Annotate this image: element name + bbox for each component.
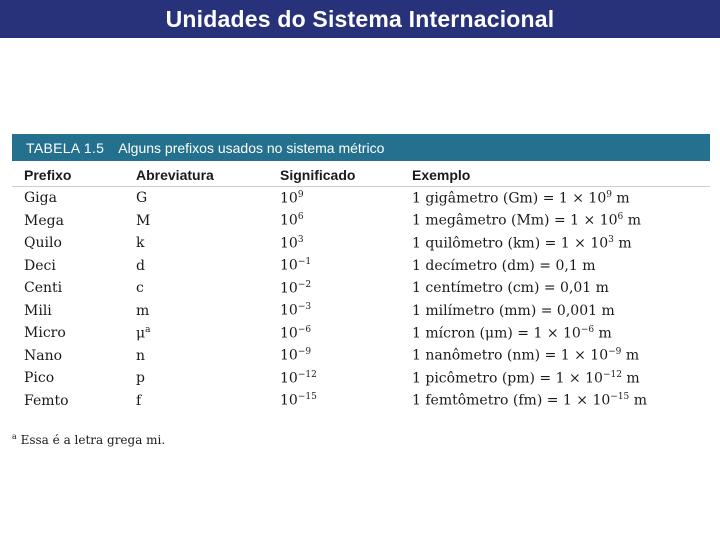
prefix-name: Mili [24, 302, 52, 319]
prefix-cell [12, 390, 136, 413]
abbreviation-cell [136, 367, 280, 390]
meaning-base: 10 [280, 213, 298, 230]
meaning-base: 10 [280, 303, 298, 320]
meaning-exponent: 6 [297, 212, 304, 223]
example-cell [412, 277, 710, 300]
meaning-exponent: −12 [297, 369, 317, 380]
example-text: 1 milímetro (mm) = 0,001 m [412, 302, 615, 319]
abbreviation: k [136, 235, 145, 252]
example-cell [412, 255, 710, 278]
meaning-exponent: −1 [297, 257, 312, 268]
example-text: 1 femtômetro (fm) = 1 × 10 [412, 393, 611, 410]
abbreviation: G [136, 190, 148, 207]
example-exponent: −6 [580, 324, 595, 335]
prefix-table [12, 161, 710, 412]
meaning-exponent: −15 [297, 392, 317, 403]
example-text: 1 quilômetro (km) = 1 × 10 [412, 235, 609, 252]
prefix-name: Centi [24, 280, 63, 297]
meaning-base: 10 [280, 325, 298, 342]
abbreviation: M [136, 212, 151, 229]
abbreviation: c [136, 280, 144, 297]
example-text: 1 gigâmetro (Gm) = 1 × 10 [412, 190, 607, 207]
example-unit: m [611, 190, 630, 207]
meaning-base: 10 [280, 235, 298, 252]
abbreviation-cell [136, 390, 280, 413]
prefix-name: Micro [24, 325, 66, 342]
table-row [12, 210, 710, 233]
example-cell [412, 367, 710, 390]
meaning-base: 10 [280, 280, 298, 297]
abbreviation-cell [136, 187, 280, 210]
abbreviation-cell [136, 210, 280, 233]
example-exponent: −9 [608, 347, 622, 358]
abbreviation: n [136, 347, 146, 364]
example-unit: m [594, 325, 612, 342]
abbreviation: μ [136, 325, 146, 342]
prefix-name: Pico [24, 370, 55, 387]
example-cell [412, 345, 710, 368]
table-caption [12, 134, 710, 161]
abbreviation-footnote-marker: a [145, 324, 151, 335]
abbreviation-cell [136, 322, 280, 345]
table-caption-label: TABELA 1.5 [26, 139, 105, 156]
abbreviation: m [136, 302, 150, 319]
table-row [12, 255, 710, 278]
abbreviation-cell [136, 277, 280, 300]
meaning-exponent: 9 [297, 189, 304, 200]
abbreviation: f [136, 392, 142, 409]
example-unit: m [623, 213, 641, 230]
table-row [12, 277, 710, 300]
meaning-cell [280, 367, 412, 390]
meaning-base: 10 [280, 258, 298, 275]
meaning-exponent: 3 [297, 234, 304, 245]
example-cell [412, 210, 710, 233]
abbreviation: p [136, 370, 145, 387]
table-caption-text: Alguns prefixos usados no sistema métrico [118, 139, 385, 156]
footnote-marker: a [12, 432, 17, 441]
meaning-cell [280, 322, 412, 345]
meaning-cell [280, 300, 412, 323]
table-row [12, 345, 710, 368]
prefix-name: Quilo [24, 235, 62, 252]
table-row [12, 187, 710, 210]
example-unit: m [613, 235, 632, 252]
meaning-base: 10 [280, 370, 298, 387]
table-row [12, 322, 710, 345]
meaning-cell [280, 277, 412, 300]
column-header-prefix: Prefixo [12, 161, 136, 187]
example-exponent: 6 [617, 212, 624, 223]
prefix-name: Nano [24, 347, 63, 364]
example-text: 1 megâmetro (Mm) = 1 × 10 [412, 213, 618, 230]
abbreviation-cell [136, 232, 280, 255]
prefix-cell [12, 232, 136, 255]
abbreviation-cell [136, 255, 280, 278]
table-row [12, 300, 710, 323]
table-row [12, 232, 710, 255]
prefix-cell [12, 300, 136, 323]
prefix-cell [12, 367, 136, 390]
column-header-example: Exemplo [412, 161, 710, 187]
example-unit: m [621, 370, 640, 387]
prefix-name: Deci [24, 257, 56, 274]
footnote-text: Essa é a letra grega mi. [20, 433, 166, 447]
meaning-cell [280, 232, 412, 255]
meaning-exponent: −9 [297, 347, 312, 358]
prefix-cell [12, 187, 136, 210]
prefix-cell [12, 255, 136, 278]
example-unit: m [621, 348, 640, 365]
meaning-base: 10 [280, 393, 298, 410]
prefix-cell [12, 210, 136, 233]
column-header-abbreviation: Abreviatura [136, 161, 280, 187]
prefix-cell [12, 345, 136, 368]
prefix-cell [12, 322, 136, 345]
example-exponent: 9 [606, 189, 612, 200]
meaning-cell [280, 187, 412, 210]
table-row [12, 390, 710, 413]
table-header-row [12, 161, 710, 187]
table-body [12, 187, 710, 413]
table-footnote [12, 432, 165, 447]
abbreviation-cell [136, 345, 280, 368]
example-cell [412, 300, 710, 323]
table-row [12, 367, 710, 390]
example-unit: m [629, 393, 648, 410]
meaning-base: 10 [280, 190, 298, 207]
meaning-exponent: −3 [297, 302, 312, 313]
example-exponent: −12 [602, 369, 622, 380]
meaning-exponent: −2 [297, 279, 312, 290]
meaning-cell [280, 345, 412, 368]
meaning-cell [280, 255, 412, 278]
meaning-base: 10 [280, 348, 298, 365]
example-cell [412, 390, 710, 413]
example-text: 1 picômetro (pm) = 1 × 10 [412, 370, 603, 387]
meaning-cell [280, 210, 412, 233]
abbreviation: d [136, 257, 145, 274]
example-text: 1 mícron (μm) = 1 × 10 [412, 325, 581, 342]
example-text: 1 decímetro (dm) = 0,1 m [412, 257, 596, 274]
prefix-name: Femto [24, 392, 69, 409]
meaning-cell [280, 390, 412, 413]
example-cell [412, 187, 710, 210]
meaning-exponent: −6 [297, 324, 312, 335]
example-exponent: −15 [610, 392, 630, 403]
prefix-name: Giga [24, 190, 57, 207]
example-cell [412, 232, 710, 255]
example-cell [412, 322, 710, 345]
slide-title: Unidades do Sistema Internacional [165, 5, 555, 32]
prefix-name: Mega [24, 212, 64, 229]
example-exponent: 3 [608, 234, 614, 245]
example-text: 1 nanômetro (nm) = 1 × 10 [412, 348, 609, 365]
column-header-meaning: Significado [280, 161, 412, 187]
title-bar [0, 0, 720, 38]
example-text: 1 centímetro (cm) = 0,01 m [412, 280, 609, 297]
prefix-table-panel [12, 134, 710, 418]
prefix-cell [12, 277, 136, 300]
abbreviation-cell [136, 300, 280, 323]
